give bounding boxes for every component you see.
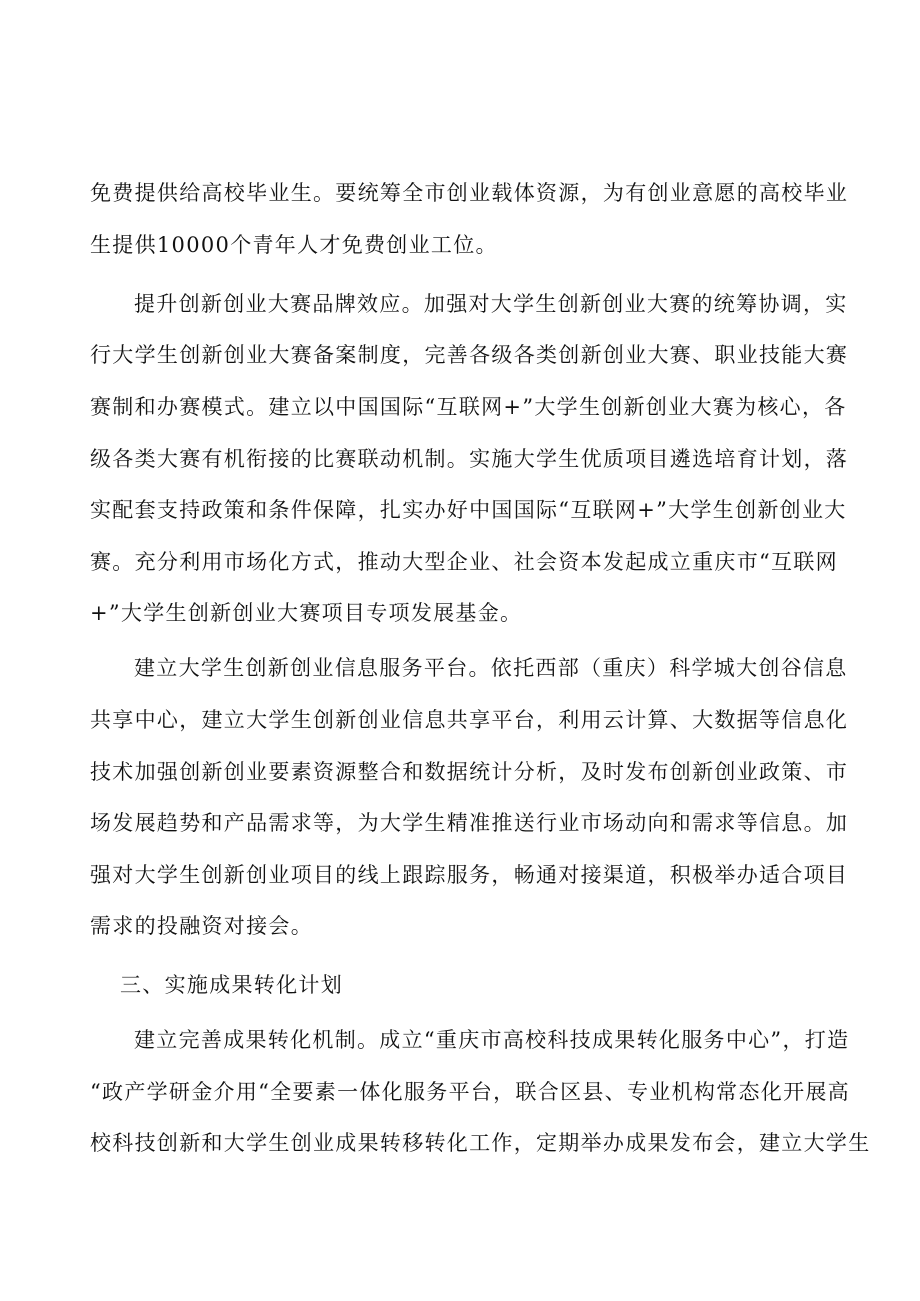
- paragraph-first-line: 建立完善成果转化机制。成立“重庆市高校科技成果转化服务中心”，打造: [134, 1028, 850, 1052]
- text-line: 共享中心，建立大学生创新创业信息共享平台，利用云计算、大数据等信息化: [90, 708, 849, 732]
- text-line: 校科技创新和大学生创业成果转移转化工作，定期举办成果发布会，建立大学生: [90, 1131, 871, 1155]
- text-line: 生提供10000个青年人才免费创业工位。: [90, 233, 498, 257]
- section-heading: 三、实施成果转化计划: [120, 973, 343, 997]
- text-line: 赛制和办赛模式。建立以中国国际“互联网+”大学生创新创业大赛为核心，各: [90, 395, 847, 419]
- paragraph-first-line: 提升创新创业大赛品牌效应。加强对大学生创新创业大赛的统筹协调，实: [134, 292, 848, 316]
- text-line: +”大学生创新创业大赛项目专项发展基金。: [90, 601, 523, 625]
- text-line: 级各类大赛有机衔接的比赛联动机制。实施大学生优质项目遴选培育计划，落: [90, 447, 849, 471]
- text-line: “政产学研金介用“全要素一体化服务平台，联合区县、专业机构常态化开展高: [90, 1080, 850, 1104]
- text-line: 强对大学生创新创业项目的线上跟踪服务，畅通对接渠道，积极举办适合项目: [90, 863, 849, 887]
- text-line: 场发展趋势和产品需求等，为大学生精准推送行业市场动向和需求等信息。加: [90, 811, 849, 835]
- text-line: 免费提供给高校毕业生。要统筹全市创业载体资源，为有创业意愿的高校毕业: [90, 181, 849, 205]
- text-line: 技术加强创新创业要素资源整合和数据统计分析，及时发布创新创业政策、市: [90, 760, 849, 784]
- text-line: 实配套支持政策和条件保障，扎实办好中国国际“互联网+”大学生创新创业大: [90, 498, 847, 522]
- text-line: 需求的投融资对接会。: [90, 914, 313, 938]
- text-line: 赛。充分利用市场化方式，推动大型企业、社会资本发起成立重庆市“互联网: [90, 550, 838, 574]
- paragraph-first-line: 建立大学生创新创业信息服务平台。依托西部（重庆）科学城大创谷信息: [134, 656, 848, 680]
- text-line: 行大学生创新创业大赛备案制度，完善各级各类创新创业大赛、职业技能大赛: [90, 343, 849, 367]
